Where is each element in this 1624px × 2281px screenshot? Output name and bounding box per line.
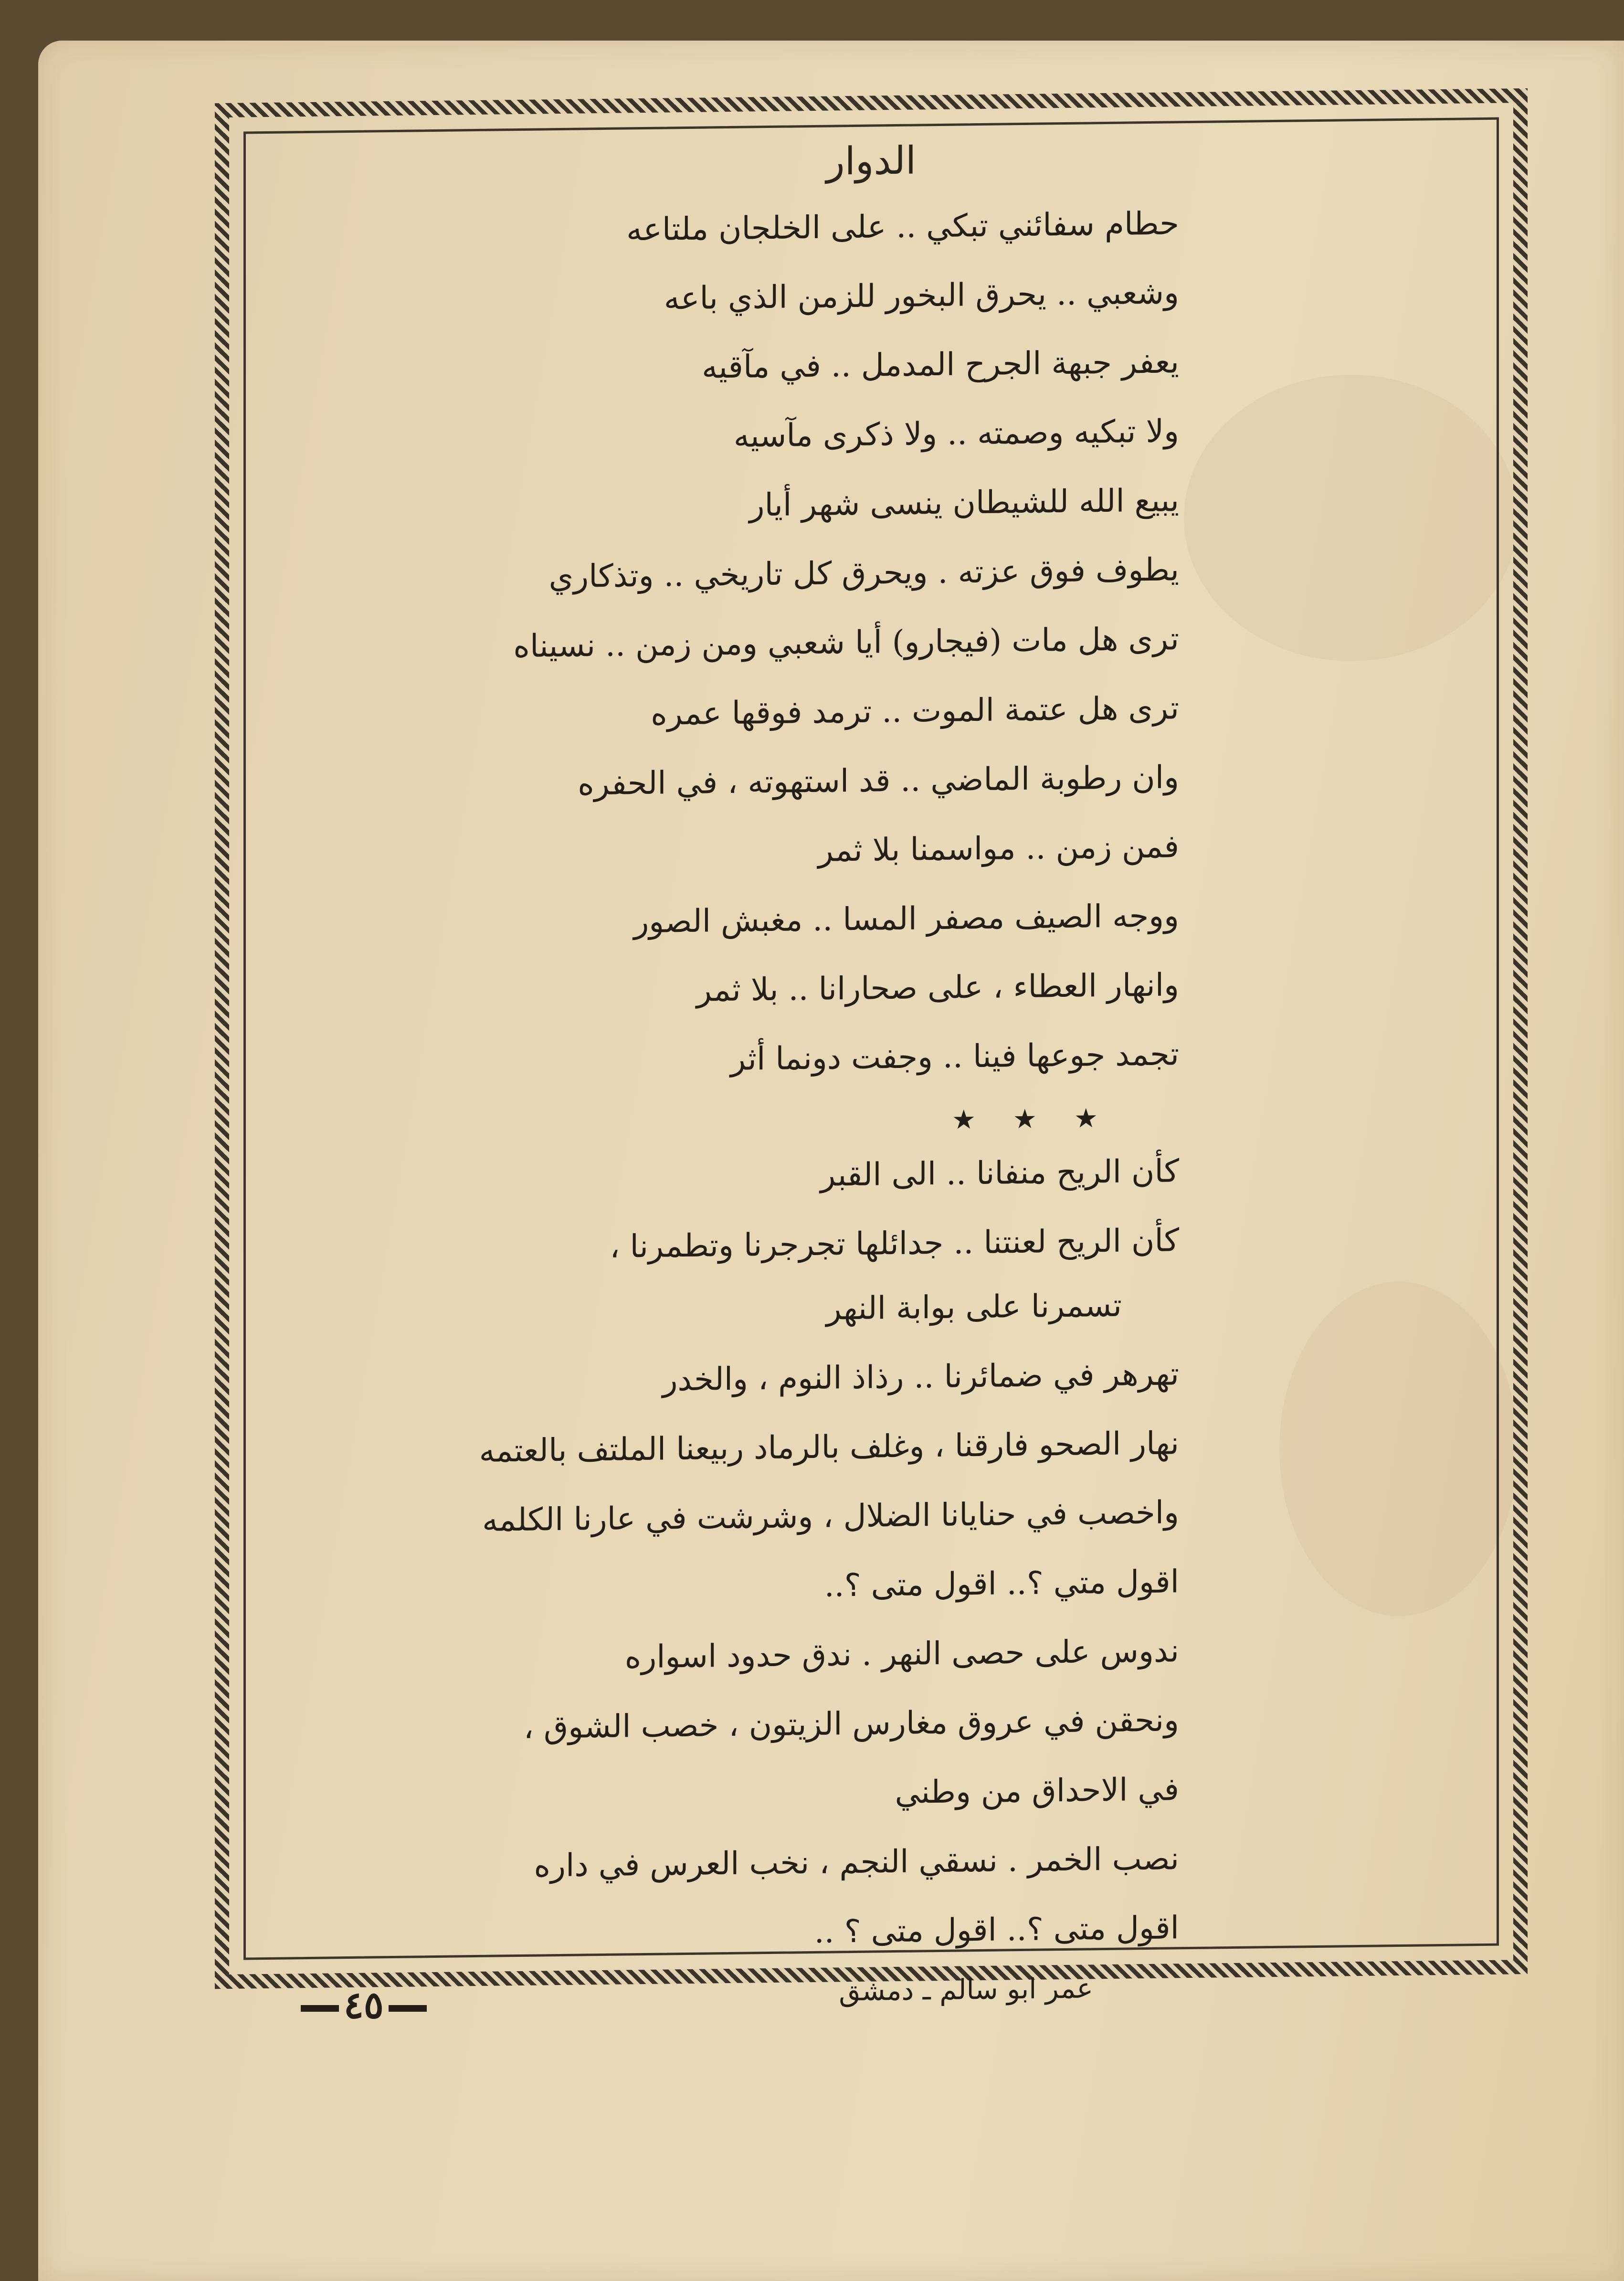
poem-line: ووجه الصيف مصفر المسا .. مغبش الصور: [633, 897, 1179, 940]
author-signature: عمر ابو سالم ـ دمشق: [839, 1972, 1093, 2007]
poem-line: ترى هل عتمة الموت .. ترمد فوقها عمره: [651, 689, 1179, 732]
page-number: [296, 1984, 432, 2027]
poem-line: كأن الريح لعنتنا .. جدائلها تجرجرنا وتطمرنا ،: [610, 1222, 1179, 1265]
poem-line: يبيع الله للشيطان ينسى شهر أيار: [749, 482, 1179, 524]
poem-line: حطام سفائني تبكي .. على الخلجان ملتاعه: [626, 205, 1179, 248]
poem-title: الدوار: [826, 138, 917, 184]
page-number-text: ٤٥: [344, 1984, 384, 2027]
poem-line: وانهار العطاء ، على صحارانا .. بلا ثمر: [696, 966, 1179, 1009]
poem-line: ونحقن في عروق مغارس الزيتون ، خصب الشوق ،: [523, 1701, 1179, 1746]
poem-line: يعفر جبهة الجرح المدمل .. في مآقيه: [702, 343, 1179, 386]
poem-line: وشعبي .. يحرق البخور للزمن الذي باعه: [664, 274, 1179, 317]
poem-line: اقول متى ؟.. اقول متى ؟ ..: [814, 1909, 1179, 1950]
poem-line: تهرهر في ضمائرنا .. رذاذ النوم ، والخدر: [662, 1355, 1179, 1398]
section-divider-stars: ★ ★ ★: [951, 1102, 1112, 1136]
poem-line: واخصب في حنايانا الضلال ، وشرشت في عارنا الكلمه: [482, 1494, 1179, 1539]
poem-line: وان رطوبة الماضي .. قد استهوته ، في الحفره: [578, 759, 1179, 803]
poem-line: ندوس على حصى النهر . ندق حدود اسواره: [624, 1632, 1179, 1676]
poem-line: كأن الريح منفانا .. الى القبر: [820, 1152, 1179, 1193]
poem-line: اقول متي ؟.. اقول متى ؟..: [824, 1563, 1179, 1604]
dash-right: [301, 2005, 339, 2012]
poem-line: تجمد جوعها فينا .. وجفت دونما أثر: [730, 1035, 1179, 1077]
poem-line: ترى هل مات (فيجارو) أيا شعبي ومن زمن .. نسيناه: [513, 620, 1179, 665]
dash-left: [389, 2005, 427, 2012]
magazine-page: [38, 41, 1624, 2281]
poem-line: ولا تبكيه وصمته .. ولا ذكرى مآسيه: [733, 412, 1179, 454]
poem-line: فمن زمن .. مواسمنا بلا ثمر: [818, 828, 1179, 869]
poem-line: نهار الصحو فارقنا ، وغلف بالرماد ربيعنا الملتف بالعتمه: [479, 1425, 1179, 1469]
poem-line: يطوف فوق عزته . ويحرق كل تاريخي .. وتذكاري: [548, 551, 1179, 595]
poem-line: تسمرنا على بوابة النهر: [826, 1287, 1122, 1327]
poem-line: في الاحداق من وطني: [895, 1771, 1179, 1811]
poem-line: نصب الخمر . نسقي النجم ، نخب العرس في داره: [534, 1840, 1179, 1884]
